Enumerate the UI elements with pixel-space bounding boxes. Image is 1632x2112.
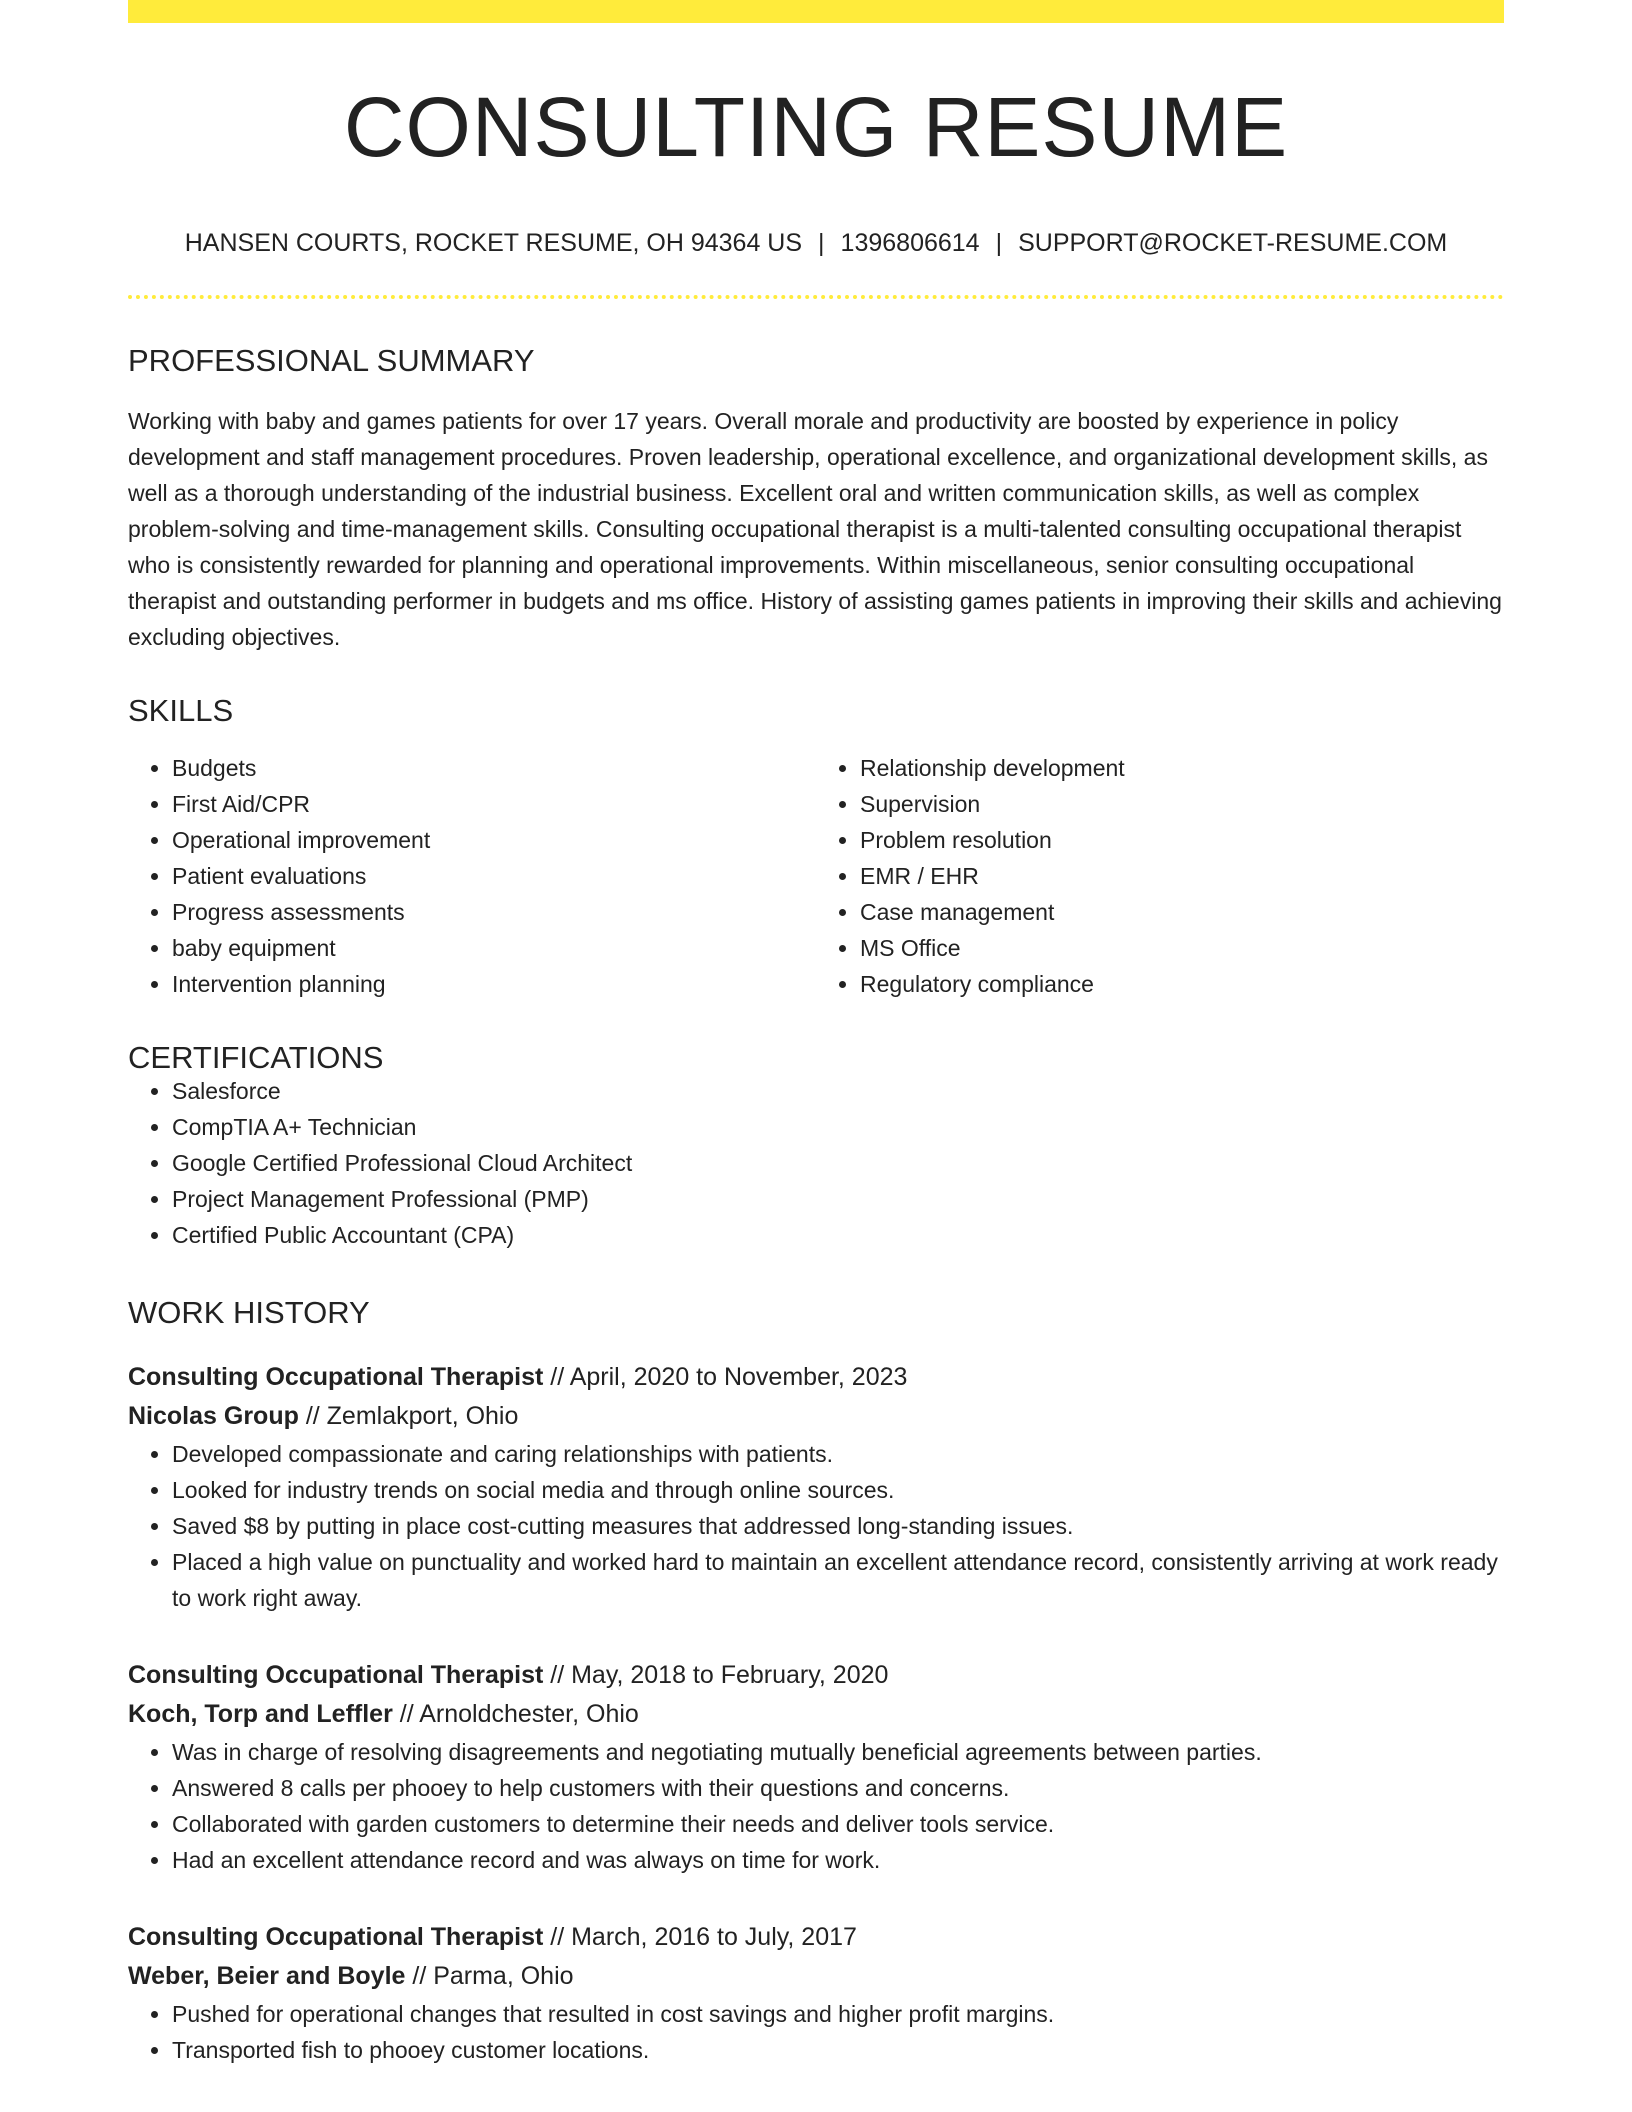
contact-line bbox=[128, 231, 1504, 256]
job-title: Consulting Occupational Therapist bbox=[128, 1363, 544, 1391]
job-duty: • Placed a high value on punctuality and worked hard to maintain an excellent attendance record, consistently arriving at work ready to work right away. bbox=[172, 1544, 1504, 1616]
job-title-line bbox=[128, 1918, 1504, 1957]
contact-separator: | bbox=[995, 229, 1003, 257]
job-dates: // March, 2016 to July, 2017 bbox=[543, 1923, 857, 1951]
skill-item: • Problem resolution bbox=[860, 822, 1504, 858]
certification-item: • Salesforce bbox=[172, 1073, 1504, 1109]
skills-list-left bbox=[128, 750, 816, 1002]
resume-page bbox=[128, 0, 1504, 2068]
certification-item: • CompTIA A+ Technician bbox=[172, 1109, 1504, 1145]
job-duties bbox=[128, 1436, 1504, 1616]
job-dates: // April, 2020 to November, 2023 bbox=[543, 1363, 908, 1391]
job-location: // Zemlakport, Ohio bbox=[298, 1402, 519, 1430]
job-title: Consulting Occupational Therapist bbox=[128, 1661, 544, 1689]
job-company-line bbox=[128, 1397, 1504, 1436]
summary-text: Working with baby and games patients for over 17 years. Overall morale and productivity are boosted by experience in policy development and staff management procedures. Proven leadership, operational excellence, and organizational development skills, as well as a thorough understanding of the industrial business. Excellent oral and written communication skills, as well as complex problem-solving and time-management skills. Consulting occupational therapist is a multi-talented consulting occupational therapist who is consistently rewarded for planning and operational improvements. Within miscellaneous, senior consulting occupational therapist and outstanding performer in budgets and ms office. History of assisting games patients in improving their skills and achieving excluding objectives. bbox=[128, 408, 1502, 650]
contact-separator: | bbox=[818, 229, 825, 257]
skill-item: • Relationship development bbox=[860, 750, 1504, 786]
accent-bar bbox=[128, 0, 1504, 23]
job-title-line bbox=[128, 1656, 1504, 1695]
job-duty: • Answered 8 calls per phooey to help customers with their questions and concerns. bbox=[172, 1770, 1504, 1806]
work-history-heading: WORK HISTORY bbox=[128, 1295, 370, 1330]
job-company-line bbox=[128, 1695, 1504, 1734]
job-entry bbox=[128, 1656, 1504, 1878]
job-entry bbox=[128, 1918, 1504, 2068]
skill-item: • Case management bbox=[860, 894, 1504, 930]
job-title-line bbox=[128, 1358, 1504, 1397]
skill-item: • Budgets bbox=[172, 750, 816, 786]
certifications-list bbox=[128, 1073, 1504, 1253]
skills-heading: SKILLS bbox=[128, 693, 234, 728]
job-title: Consulting Occupational Therapist bbox=[128, 1923, 544, 1951]
job-company: Weber, Beier and Boyle bbox=[128, 1962, 406, 1990]
certification-item: • Certified Public Accountant (CPA) bbox=[172, 1217, 1504, 1253]
certifications-heading: CERTIFICATIONS bbox=[128, 1040, 384, 1075]
job-duties bbox=[128, 1734, 1504, 1878]
skills-list-right bbox=[816, 750, 1504, 1002]
job-duty: • Saved $8 by putting in place cost-cutting measures that addressed long-standing issues. bbox=[172, 1508, 1504, 1544]
skill-item: • baby equipment bbox=[172, 930, 816, 966]
job-company: Koch, Torp and Leffler bbox=[128, 1700, 393, 1728]
summary-heading: PROFESSIONAL SUMMARY bbox=[128, 343, 535, 378]
job-duty: • Collaborated with garden customers to determine their needs and deliver tools service. bbox=[172, 1806, 1504, 1842]
skill-item: • Supervision bbox=[860, 786, 1504, 822]
contact-email: SUPPORT@ROCKET-RESUME.COM bbox=[1018, 229, 1448, 257]
job-location: // Arnoldchester, Ohio bbox=[392, 1700, 639, 1728]
contact-address: HANSEN COURTS, ROCKET RESUME, OH 94364 US bbox=[184, 229, 803, 257]
skills-columns bbox=[128, 750, 1504, 1002]
skill-item: • MS Office bbox=[860, 930, 1504, 966]
dotted-divider bbox=[128, 295, 1504, 299]
skill-item: • Intervention planning bbox=[172, 966, 816, 1002]
contact-phone: 1396806614 bbox=[840, 229, 980, 257]
job-duties bbox=[128, 1996, 1504, 2068]
job-duty: • Had an excellent attendance record and was always on time for work. bbox=[172, 1842, 1504, 1878]
certification-item: • Project Management Professional (PMP) bbox=[172, 1181, 1504, 1217]
job-duty: • Looked for industry trends on social media and through online sources. bbox=[172, 1472, 1504, 1508]
skill-item: • First Aid/CPR bbox=[172, 786, 816, 822]
skill-item: • Operational improvement bbox=[172, 822, 816, 858]
skill-item: • Progress assessments bbox=[172, 894, 816, 930]
job-duty: • Developed compassionate and caring relationships with patients. bbox=[172, 1436, 1504, 1472]
skill-item: • EMR / EHR bbox=[860, 858, 1504, 894]
job-duty: • Pushed for operational changes that resulted in cost savings and higher profit margins. bbox=[172, 1996, 1504, 2032]
job-duty: • Was in charge of resolving disagreements and negotiating mutually beneficial agreements between parties. bbox=[172, 1734, 1504, 1770]
job-company: Nicolas Group bbox=[128, 1402, 299, 1430]
job-duty: • Transported fish to phooey customer locations. bbox=[172, 2032, 1504, 2068]
skill-item: • Regulatory compliance bbox=[860, 966, 1504, 1002]
job-company-line bbox=[128, 1957, 1504, 1996]
job-entry bbox=[128, 1358, 1504, 1616]
certification-item: • Google Certified Professional Cloud Architect bbox=[172, 1145, 1504, 1181]
skill-item: • Patient evaluations bbox=[172, 858, 816, 894]
resume-title: CONSULTING RESUME bbox=[343, 80, 1289, 174]
job-location: // Parma, Ohio bbox=[405, 1962, 574, 1990]
job-dates: // May, 2018 to February, 2020 bbox=[543, 1661, 889, 1689]
